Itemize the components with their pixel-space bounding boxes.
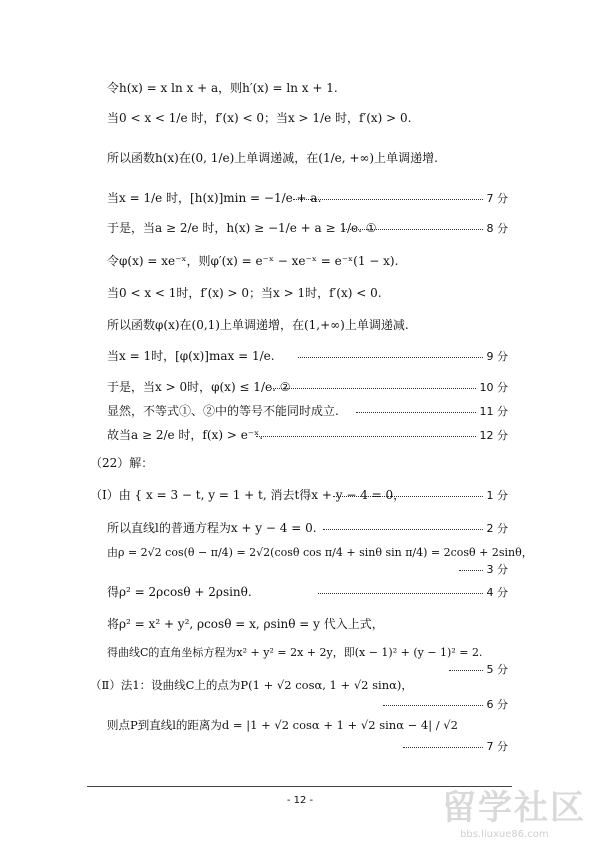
solution-line-12: 故当a ≥ 2/e 时，f(x) > e⁻ˣ. 12 分 [107,428,508,442]
solution-line-3: 所以函数h(x)在(0, 1/e)上单调递减，在(1/e, +∞)上单调递增. [107,151,438,165]
solution-line-20: 则点P到直线l的距离为d = |1 + √2 cosα + 1 + √2 sinα − 4| / √2 [107,718,458,733]
score-mark: 10 分 [479,380,508,394]
solution-line-1: 令h(x) = x ln x + a，则h′(x) = ln x + 1. [107,81,338,95]
watermark-title: 留学社区 [442,788,586,828]
solution-line-11: 显然，不等式①、②中的等号不能同时成立. 11 分 [107,404,508,418]
solution-line-9: 当x = 1时，[φ(x)]max = 1/e. 9 分 [107,349,508,363]
watermark-url: bbs.liuxue86.com [460,829,549,840]
solution-line-19: （Ⅱ）法1：设曲线C上的点为P(1 + √2 cosα, 1 + √2 sinα)， [90,678,413,693]
score-mark: 3 分 [486,562,508,576]
solution-line-2: 当0 < x < 1/e 时，f′(x) < 0；当x > 1/e 时，f′(x) > 0. [107,111,412,125]
solution-line-7: 当0 < x < 1时，f′(x) > 0；当x > 1时，f′(x) < 0. [107,286,382,300]
score-mark: 7 分 [486,191,508,205]
solution-line-8: 所以函数φ(x)在(0,1)上单调递增，在(1,+∞)上单调递减. [107,318,409,332]
score-mark: 8 分 [486,221,508,235]
score-mark: 11 分 [479,404,508,418]
score-mark: 9 分 [486,349,508,363]
solution-line-10: 于是，当x > 0时，φ(x) ≤ 1/e. ② 10 分 [107,380,508,394]
score-mark: 4 分 [486,585,508,599]
score-mark: 1 分 [486,488,508,502]
solution-line-5: 于是，当a ≥ 2/e 时，h(x) ≥ −1/e + a ≥ 1/e. ① 8 分 [107,221,508,235]
score-mark: 7 分 [486,739,508,753]
page-number: - 12 - [286,795,314,806]
solution-line-4: 当x = 1/e 时，[h(x)]min = −1/e + a. 7 分 [107,191,508,205]
solution-line-16: 得ρ² = 2ρcosθ + 2ρsinθ. 4 分 [107,585,508,599]
question-22-heading: （22）解： [90,456,154,470]
score-mark: 5 分 [486,662,508,676]
watermark-logo [442,780,592,840]
solution-line-17: 将ρ² = x² + y², ρcosθ = x, ρsinθ = y 代入上式， [107,617,384,631]
solution-line-6: 令φ(x) = xe⁻ˣ，则φ′(x) = e⁻ˣ − xe⁻ˣ = e⁻ˣ(1 − x). [107,254,399,268]
solution-line-15: 由ρ = 2√2 cos(θ − π/4) = 2√2(cosθ cos π/4 + sinθ sin π/4) = 2cosθ + 2sinθ， [107,545,533,559]
score-mark: 12 分 [479,428,508,442]
score-mark: 6 分 [486,697,508,711]
solution-line-20-score [0,732,600,760]
solution-line-14: 所以直线l的普通方程为x + y − 4 = 0. 2 分 [107,521,508,535]
solution-line-13: （Ⅰ）由 { x = 3 − t, y = 1 + t, 消去t得x + y − 4 = 0， 1 分 [90,488,508,502]
score-mark: 2 分 [486,521,508,535]
solution-line-18: 得曲线C的直角坐标方程为x² + y² = 2x + 2y，即(x − 1)² + (y − 1)² = 2. [107,645,483,659]
